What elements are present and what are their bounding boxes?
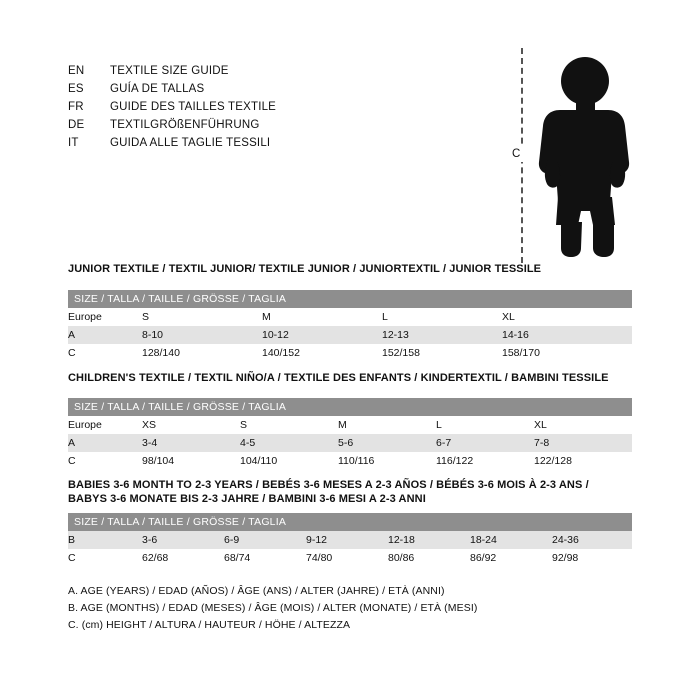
section-title-babies: BABIES 3-6 MONTH TO 2-3 YEARS / BEBÉS 3-6 MESES A 2-3 AÑOS / BÉBÉS 3-6 MOIS À 2-3 ANS / BABYS 3-6 MONATE BIS 2-3 JAHRE / BAMBINI 3-6 MESI A 2-3 ANNI xyxy=(68,479,589,505)
cell-value: 128/140 xyxy=(142,347,180,359)
height-marker-label: C xyxy=(509,146,523,162)
table-row xyxy=(68,344,632,362)
column-header-size: XL xyxy=(502,311,515,323)
table-row xyxy=(68,326,632,344)
child-silhouette-icon xyxy=(532,54,642,259)
cell-value: 92/98 xyxy=(552,552,579,564)
cell-value: 6-9 xyxy=(224,531,306,549)
footnote-legend xyxy=(68,583,477,634)
cell-value: 9-12 xyxy=(306,531,388,549)
cell-value: 8-10 xyxy=(142,326,262,344)
table-row xyxy=(68,308,632,326)
language-title: TEXTILE SIZE GUIDE xyxy=(110,65,229,77)
language-title-list xyxy=(68,62,276,152)
language-code: FR xyxy=(68,101,84,113)
table-header-row xyxy=(68,398,632,416)
row-label: C xyxy=(68,455,76,467)
row-label: C xyxy=(68,347,76,359)
cell-value: 62/68 xyxy=(142,552,169,564)
language-code: ES xyxy=(68,83,84,95)
cell-value: 104/110 xyxy=(240,455,278,467)
language-code: DE xyxy=(68,119,85,131)
cell-value: 7-8 xyxy=(534,434,632,452)
language-row xyxy=(68,134,276,152)
cell-value: 18-24 xyxy=(470,531,552,549)
table-row xyxy=(68,416,632,434)
cell-value: 68/74 xyxy=(224,552,251,564)
row-label: A xyxy=(68,326,142,344)
language-code: EN xyxy=(68,65,85,77)
row-label: C xyxy=(68,552,76,564)
cell-value: 122/128 xyxy=(534,455,572,467)
column-header-size: M xyxy=(262,311,271,323)
cell-value: 4-5 xyxy=(240,434,338,452)
cell-value: 140/152 xyxy=(262,347,300,359)
column-header-size: L xyxy=(436,419,442,431)
language-title: TEXTILGRÖßENFÜHRUNG xyxy=(110,119,260,131)
row-label: B xyxy=(68,531,142,549)
cell-value: 74/80 xyxy=(306,552,333,564)
column-header-europe: Europe xyxy=(68,419,102,431)
babies-size-table xyxy=(68,513,632,567)
cell-value: 14-16 xyxy=(502,326,632,344)
table-header-row xyxy=(68,513,632,531)
cell-value: 80/86 xyxy=(388,552,415,564)
language-row xyxy=(68,98,276,116)
column-header-size: M xyxy=(338,419,347,431)
footnote-b: B. AGE (MONTHS) / EDAD (MESES) / ÂGE (MOIS) / ALTER (MONATE) / ETÀ (MESI) xyxy=(68,602,478,614)
column-header-size: XL xyxy=(534,419,547,431)
row-label: A xyxy=(68,434,142,452)
cell-value: 152/158 xyxy=(382,347,420,359)
cell-value: 12-13 xyxy=(382,326,502,344)
cell-value: 3-6 xyxy=(142,531,224,549)
cell-value: 3-4 xyxy=(142,434,240,452)
cell-value: 98/104 xyxy=(142,455,175,467)
language-code: IT xyxy=(68,137,79,149)
table-row xyxy=(68,452,632,470)
junior-size-table xyxy=(68,290,632,362)
cell-value: 116/122 xyxy=(436,455,474,467)
cell-value: 5-6 xyxy=(338,434,436,452)
size-band-label: SIZE / TALLA / TAILLE / GRÖSSE / TAGLIA xyxy=(68,398,632,416)
language-title: GUÍA DE TALLAS xyxy=(110,83,205,95)
height-figure xyxy=(490,48,660,263)
language-row xyxy=(68,116,276,134)
cell-value: 24-36 xyxy=(552,531,632,549)
size-band-label: SIZE / TALLA / TAILLE / GRÖSSE / TAGLIA xyxy=(68,290,632,308)
footnote-c: C. (cm) HEIGHT / ALTURA / HAUTEUR / HÖHE / ALTEZZA xyxy=(68,619,351,631)
column-header-size: XS xyxy=(142,419,157,431)
language-row xyxy=(68,62,276,80)
table-row xyxy=(68,434,632,452)
section-title-children: CHILDREN'S TEXTILE / TEXTIL NIÑO/A / TEXTILE DES ENFANTS / KINDERTEXTIL / BAMBINI TESSILE xyxy=(68,372,609,384)
table-row xyxy=(68,531,632,549)
footnote-a: A. AGE (YEARS) / EDAD (AÑOS) / ÂGE (ANS) / ALTER (JAHRE) / ETÀ (ANNI) xyxy=(68,585,445,597)
cell-value: 10-12 xyxy=(262,326,382,344)
language-row xyxy=(68,80,276,98)
children-size-table xyxy=(68,398,632,470)
table-row xyxy=(68,549,632,567)
section-title-junior: JUNIOR TEXTILE / TEXTIL JUNIOR/ TEXTILE JUNIOR / JUNIORTEXTIL / JUNIOR TESSILE xyxy=(68,263,542,275)
cell-value: 158/170 xyxy=(502,347,540,359)
cell-value: 86/92 xyxy=(470,552,497,564)
cell-value: 6-7 xyxy=(436,434,534,452)
language-title: GUIDA ALLE TAGLIE TESSILI xyxy=(110,137,271,149)
cell-value: 110/116 xyxy=(338,455,375,467)
column-header-europe: Europe xyxy=(68,311,102,323)
table-header-row xyxy=(68,290,632,308)
language-title: GUIDE DES TAILLES TEXTILE xyxy=(110,101,277,113)
cell-value: 12-18 xyxy=(388,531,470,549)
size-band-label: SIZE / TALLA / TAILLE / GRÖSSE / TAGLIA xyxy=(68,513,632,531)
column-header-size: S xyxy=(240,419,248,431)
column-header-size: L xyxy=(382,311,388,323)
column-header-size: S xyxy=(142,311,150,323)
